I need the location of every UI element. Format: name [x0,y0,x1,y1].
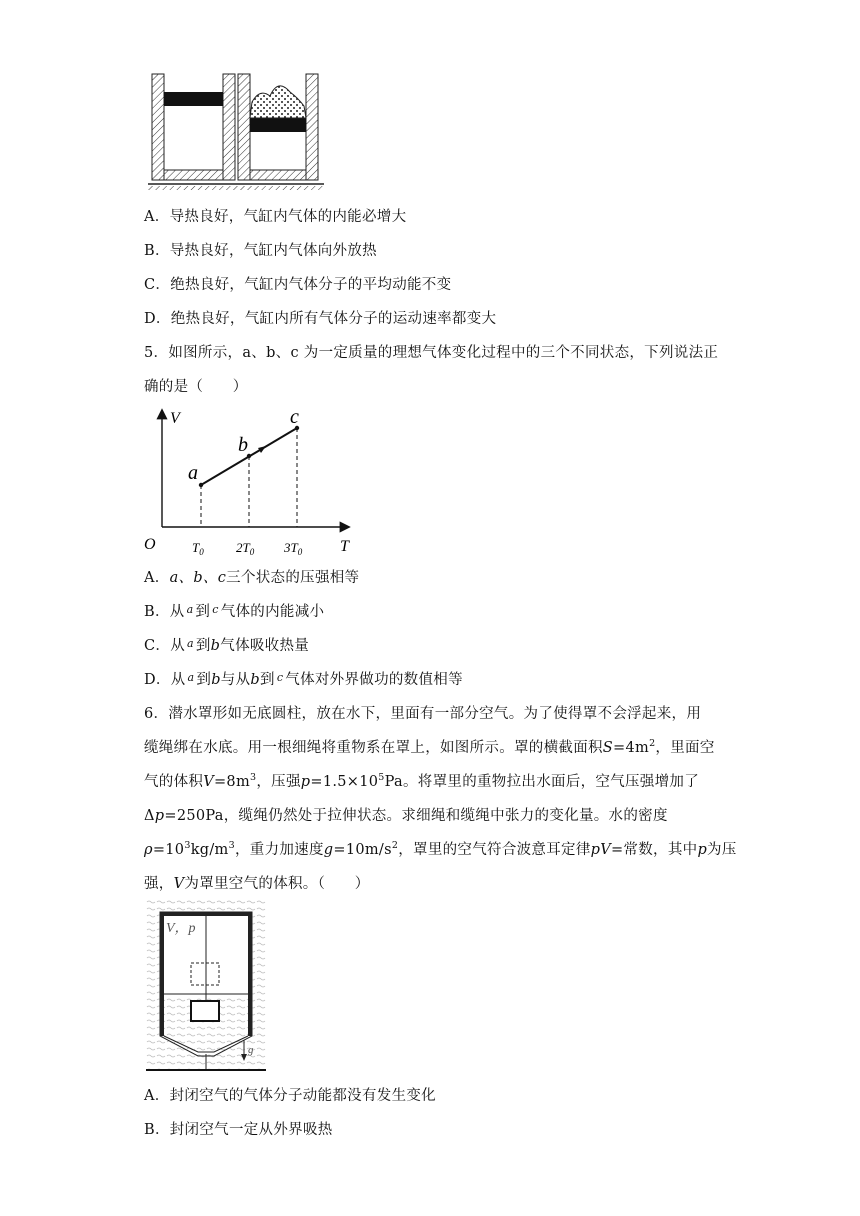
q4-option-d[interactable]: D．绝热良好，气缸内所有气体分子的运动速率都变大 [144,311,497,327]
q4-option-c[interactable]: C．绝热良好，气缸内气体分子的平均动能不变 [144,277,452,293]
origin-label: O [144,536,156,553]
tick-3t0: 3T [284,540,298,555]
q5-option-b[interactable]: B．从 $^a$ 到 $^c$ 气体的内能减小 [144,603,325,620]
q6-stem-line6: 强，V为罩里空气的体积。（ ） [144,876,370,892]
point-a-label: a [188,462,198,484]
q6-stem-line5: $\rho=10^3kg/m^3$，重力加速度$g=10m/s^2$，罩里的空气符合波意耳定律pV=常数，其中p为压 [144,840,737,858]
q4-option-a[interactable]: A．导热良好，气缸内气体的内能必增大 [144,209,407,225]
vt-graph [140,405,360,565]
q6-option-b[interactable]: B．封闭空气一定从外界吸热 [144,1122,333,1138]
q6-stem-line2: 缆绳绑在水底。用一根细绳将重物系在罩上，如图所示。罩的横截面积$S=4m^2$，里面空 [144,738,715,756]
cylinders-figure [148,70,328,190]
svg-text:2T0: $2T_0$ [236,540,255,557]
q6-stem-line1: 6．潜水罩形如无底圆柱，放在水下，里面有一部分空气。为了使得罩不会浮起来，用 [144,706,702,722]
figure-label-vp: V，p [166,921,196,936]
x-axis-label: T [340,538,349,555]
q6-option-a[interactable]: A．封闭空气的气体分子动能都没有发生变化 [144,1088,436,1104]
tick-t0: T [192,540,200,555]
tick-2t0: 2T [236,540,250,555]
figure-label-g: g [248,1044,254,1056]
q5-stem-line1: 5．如图所示，a、b、c 为一定质量的理想气体变化过程中的三个不同状态，下列说法正 [144,345,719,361]
point-c-label: c [290,406,299,428]
point-b-label: b [238,434,248,456]
svg-text:3T0: $3T_0$ [284,540,303,557]
svg-text:T0: $T_0$ [192,540,204,557]
q5-option-c[interactable]: C．从 $^a$ 到b气体吸收热量 [144,637,310,654]
q6-stem-line4: Δp=250Pa，缆绳仍然处于拉伸状态。求细绳和缆绳中张力的变化量。水的密度 [144,808,668,824]
q6-stem-line3: 气的体积$V=8m^3$，压强$p=1.5\times 10^5Pa$。将罩里的重物拉出水面后，空气压强增加了 [144,772,700,790]
y-axis-label: V [170,410,180,427]
q5-option-a[interactable]: A．a、b、c三个状态的压强相等 [144,570,360,586]
q4-option-b[interactable]: B．导热良好，气缸内气体向外放热 [144,243,377,259]
q5-option-d[interactable]: D．从 $^a$ 到b与从b到 $^c$ 气体对外界做功的数值相等 [144,671,463,688]
q5-stem-line2: 确的是（ ） [144,379,248,395]
diving-bell-figure [146,898,266,1076]
